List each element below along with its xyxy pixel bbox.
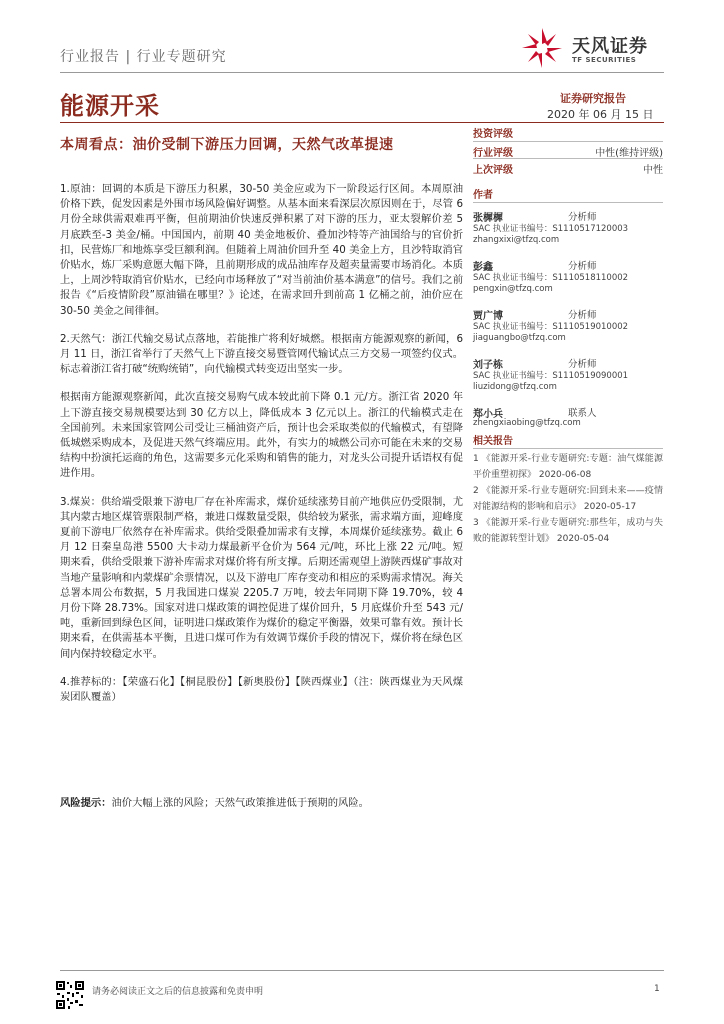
author-entry (473, 258, 663, 307)
rating-value: 中性 (643, 165, 663, 176)
author-entry (473, 209, 663, 258)
author-title: 分析师 (568, 261, 597, 272)
author-email[interactable]: pengxin@tfzq.com (473, 284, 553, 294)
report-date: 2020 年 06 月 15 日 (547, 108, 654, 121)
report-type: 证券研究报告 (560, 92, 626, 105)
related-item[interactable]: 2 《能源开采-行业专题研究:回到未来——疫情对能源结构的影响和启示》 2020-05-17 (473, 486, 663, 512)
authors-section (473, 186, 663, 435)
report-category: 行业报告 | 行业专题研究 (60, 49, 227, 65)
qr-code-icon (55, 980, 85, 1010)
risk-label: 风险提示： (60, 797, 112, 809)
brand-logo (520, 26, 670, 70)
body-paragraph-coal: 3.煤炭：供给端受限兼下游电厂存在补库需求，煤价延续涨势目前产地供应仍受限制，尤其内蒙古地区煤管票限制严格，兼进口煤数量受限，供给较为紧张，需求端方面，迎峰度夏前下游电厂依然存在补库需求。供给受限叠加需求有支撑，本周煤价延续涨势。截止 6 月 12 日秦皇岛港 5500 大卡动力煤最新平仓价为 564 元/吨，环比上涨 22 元/吨。短期来看，供给受限兼下游补库需求对煤价将有所支撑。后期还需观望上游陕西煤矿事故对当地产量影响和内蒙煤矿余票情况，以及下游电厂库存变动和相应的采购需求情况。海关总署本周公布数据，5 月我国进口煤炭 2205.7 万吨，较去年同期下降 19.70%，较 4 月份下降 28.73%。国家对进口煤政策的调控促进了煤价回升，5 月底煤价升至 543 元/吨，重新回到绿色区间，证明进口煤政策作为煤价的稳定平衡器，效果可靠有效。预计长期来看，在供需基本平衡，且进口煤可作为有效调节煤价手段的情况下，煤价将在绿色区间内保持较稳定水平。 (60, 495, 463, 660)
author-sac: SAC 执业证书编号：S1110519010002 (473, 322, 629, 332)
rating-key: 行业评级 (473, 148, 513, 159)
related-item[interactable]: 3 《能源开采-行业专题研究:那些年，成功与失败的能源转型计划》 2020-05-04 (473, 518, 663, 544)
title-divider (60, 122, 664, 123)
author-sac: SAC 执业证书编号：S1110519090001 (473, 371, 629, 381)
page-number: 1 (654, 984, 660, 994)
body-paragraph-picks: 4.推荐标的：【荣盛石化】【桐昆股份】【新奥股份】【陕西煤业】（注：陕西煤业为天风煤炭团队覆盖） (60, 675, 463, 704)
body-paragraph-gas-detail: 根据南方能源观察新闻，此次直接交易购气成本较此前下降 0.1 元/方。浙江省 2020 年上下游直接交易规模要达到 30 亿方以上，降低成本 3 亿元以上。浙江的代输模式走在全国前列。未来国家管网公司受让三桶油资产后，预计也会采取类似的代输模式，有望降低城燃采购成本，及促进天然气终端应用。此外，有实力的城燃公司亦可能在未来的交易结构中扮演托运商的角色，这需要多元化采购和销售的能力，对龙头公司提升话语权有促进作用。 (60, 391, 463, 480)
rating-row-previous (473, 159, 663, 175)
brand-name-en: TF SECURITIES (572, 56, 637, 64)
author-sac: SAC 执业证书编号：S1110518110002 (473, 273, 629, 283)
footer-disclaimer: 请务必阅读正文之后的信息披露和免责申明 (92, 987, 264, 997)
author-entry (473, 356, 663, 405)
header-divider (60, 72, 664, 73)
related-section (473, 432, 663, 547)
author-name: 贾广博 (473, 311, 503, 322)
author-name: 张樨樨 (473, 213, 503, 224)
rating-section (473, 125, 663, 175)
brand-name-cn: 天风证券 (572, 36, 648, 57)
rating-key: 上次评级 (473, 165, 513, 176)
author-sac: SAC 执业证书编号：S1110517120003 (473, 224, 629, 234)
footer-divider (60, 970, 664, 971)
author-email[interactable]: zhengxiaobing@tfzq.com (473, 418, 581, 428)
author-name: 郑小兵 (473, 409, 503, 420)
author-email[interactable]: jiaguangbo@tfzq.com (473, 333, 566, 343)
author-entry (473, 307, 663, 356)
author-email[interactable]: liuzidong@tfzq.com (473, 382, 557, 392)
authors-title: 作者 (473, 186, 663, 203)
rating-row-industry (473, 142, 663, 159)
author-title: 联系人 (568, 408, 597, 419)
author-title: 分析师 (568, 310, 597, 321)
risk-warning (60, 794, 480, 809)
industry-title: 能源开采 (60, 92, 160, 120)
author-email[interactable]: zhangxixi@tfzq.com (473, 235, 560, 245)
author-name: 刘子栋 (473, 360, 503, 371)
author-entry (473, 405, 663, 435)
rating-title: 投资评级 (473, 125, 663, 142)
author-title: 分析师 (568, 359, 597, 370)
rating-value: 中性(维持评级) (595, 148, 663, 159)
risk-text: 油价大幅上涨的风险；天然气政策推进低于预期的风险。 (111, 797, 369, 809)
related-title: 相关报告 (473, 432, 663, 449)
author-title: 分析师 (568, 212, 597, 223)
author-name: 彭鑫 (473, 262, 493, 273)
related-list (473, 451, 663, 547)
report-headline: 本周看点：油价受制下游压力回调，天然气改革提速 (60, 137, 394, 153)
body-paragraph-gas: 2.天然气：浙江代输交易试点落地，若能推广将利好城燃。根据南方能源观察的新闻，6 月 11 日，浙江省举行了天然气上下游直接交易暨管网代输试点三方交易一项签约仪式。标志着浙江省打破“统购统销”，向代输模式转变迈出坚实一步。 (60, 332, 463, 376)
tf-logo-icon (520, 26, 564, 70)
report-body (60, 182, 463, 718)
body-paragraph-oil: 1.原油：回调的本质是下游压力积累，30-50 美金应或为下一阶段运行区间。本周原油价格下跌，促发因素是外围市场风险偏好调整。从基本面来看深层次原因则在于，尽管 6 月份全球供需艰难再平衡，但前期油价快速反弹积累了对下游的压力，亚太裂解价差 5 月底跌至-3 美金/桶。中国国内，前期 40 美金地板价、叠加沙特等产油国给与的官价折扣，民营炼厂和地炼享受巨额利润。但随着上周油价回升至 40 美金上方，且沙特取消官价贴水，炼厂采购意愿大幅下降，且前期形成的成品油库存及超卖量需要市场消化。本质上，上周沙特取消官价贴水，已经向市场释放了“对当前油价基本满意”的信号。我们之前报告《“后疫情阶段”原油锚在哪里？》论述，在需求回升到前高 1 亿桶之前，油价应在 30-50 美金之间徘徊。 (60, 183, 463, 317)
related-item[interactable]: 1 《能源开采-行业专题研究:专题：油气煤能源平价重塑初探》 2020-06-08 (473, 454, 663, 480)
